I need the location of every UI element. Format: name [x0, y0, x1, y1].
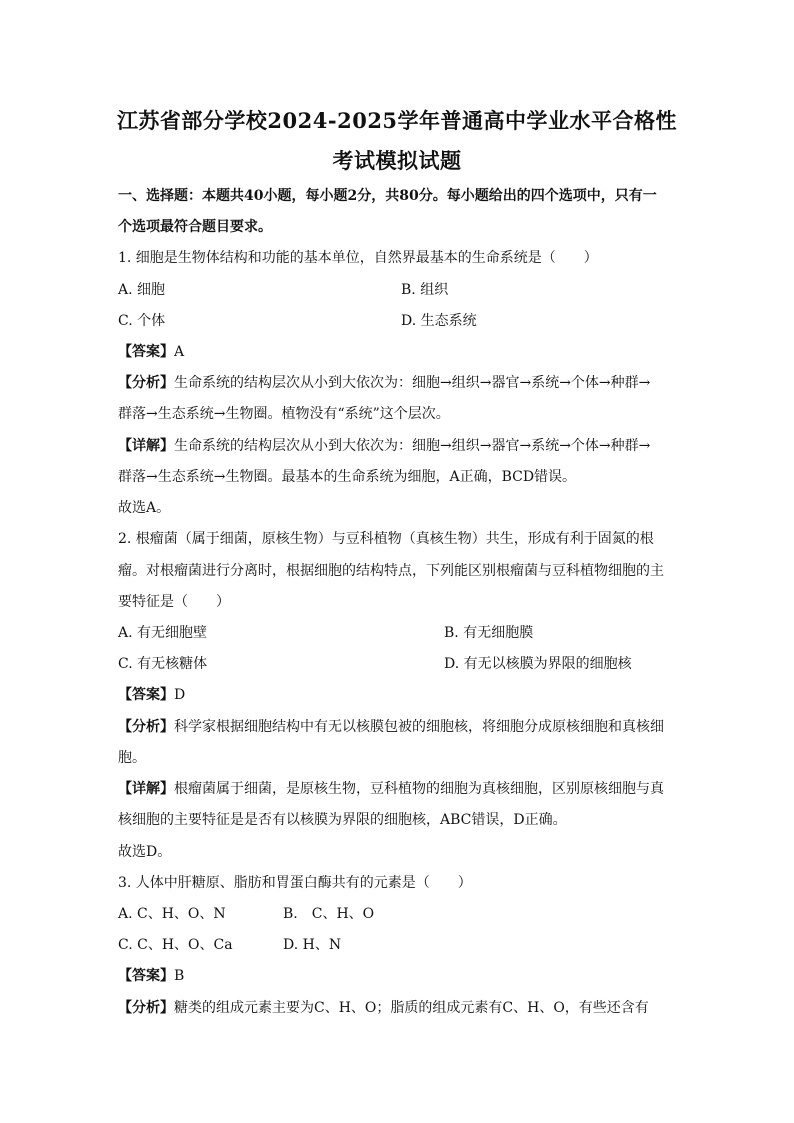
q2-stem-line-1: 2. 根瘤菌（属于细菌，原核生物）与豆科植物（真核生物）共生，形成有利于固氮的根 [118, 531, 654, 547]
q2-analysis-tag: 【分析】 [118, 719, 174, 735]
q1-detail-line-1 [118, 436, 678, 456]
q2-detail-tag: 【详解】 [118, 781, 174, 797]
q2-analysis-line-2: 胞。 [118, 750, 146, 766]
q3-option-c: C. C、H、O、Ca [118, 937, 233, 953]
q2-option-a: A. 有无细胞壁 [118, 625, 208, 641]
q2-detail-line-1 [118, 779, 678, 799]
q3-option-b: B. C、H、O [283, 906, 375, 922]
q2-options-row-1 [118, 623, 678, 643]
section-instructions-line-2: 个选项最符合题目要求。 [118, 219, 272, 235]
q1-option-b: B. 组织 [401, 282, 449, 298]
q2-option-d: D. 有无以核膜为界限的细胞核 [444, 656, 632, 672]
q3-analysis-line-1 [118, 998, 678, 1018]
q2-option-c: C. 有无核糖体 [118, 656, 208, 672]
q1-option-d: D. 生态系统 [401, 313, 477, 329]
q1-analysis-line-1 [118, 373, 678, 393]
q3-option-a: A. C、H、O、N [118, 906, 226, 922]
q2-detail-line-2: 核细胞的主要特征是是否有以核膜为界限的细胞核，ABC错误，D正确。 [118, 812, 567, 828]
q3-option-d: D. H、N [283, 937, 342, 953]
q2-analysis-text-1: 科学家根据细胞结构中有无以核膜包被的细胞核，将细胞分成原核细胞和真核细 [174, 719, 664, 735]
q3-options-row-2 [118, 935, 678, 955]
q2-detail-text-1: 根瘤菌属于细菌，是原核生物，豆科植物的细胞为真核细胞，区别原核细胞与真 [174, 781, 664, 797]
q1-answer [118, 342, 678, 362]
q1-detail-line-2: 群落→生态系统→生物圈。最基本的生命系统为细胞，A正确，BCD错误。 [118, 469, 577, 485]
q3-options-row-1 [118, 904, 678, 924]
q1-option-c: C. 个体 [118, 313, 166, 329]
q2-option-b: B. 有无细胞膜 [444, 625, 534, 641]
q1-analysis-text-1: 生命系统的结构层次从小到大依次为：细胞→组织→器官→系统→个体→种群→ [174, 375, 651, 391]
q2-stem-line-3: 要特征是（ ） [118, 594, 230, 610]
q2-conclusion: 故选D。 [118, 844, 172, 860]
q1-option-a: A. 细胞 [118, 282, 166, 298]
q3-answer-tag: 【答案】 [118, 968, 174, 984]
q1-detail-text-1: 生命系统的结构层次从小到大依次为：细胞→组织→器官→系统→个体→种群→ [174, 438, 651, 454]
section-instructions-line-1: 一、选择题：本题共40小题，每小题2分，共80分。每小题给出的四个选项中，只有一 [118, 188, 657, 204]
q2-options-row-2 [118, 654, 678, 674]
document-title-line-1: 江苏省部分学校2024-2025学年普通高中学业水平合格性 [116, 108, 678, 133]
q3-analysis-text-1: 糖类的组成元素主要为C、H、O；脂质的组成元素有C、H、O，有些还含有 [174, 1000, 649, 1016]
q2-answer-tag: 【答案】 [118, 687, 174, 703]
q2-analysis-line-1 [118, 717, 678, 737]
q1-analysis-line-2: 群落→生态系统→生物圈。植物没有“系统”这个层次。 [118, 406, 450, 422]
q3-analysis-tag: 【分析】 [118, 1000, 174, 1016]
q1-analysis-tag: 【分析】 [118, 375, 174, 391]
q2-answer-value: D [174, 687, 186, 703]
q1-detail-tag: 【详解】 [118, 438, 174, 454]
document-title-line-2: 考试模拟试题 [332, 148, 462, 173]
q3-stem: 3. 人体中肝糖原、脂肪和胃蛋白酶共有的元素是（ ） [118, 875, 472, 891]
q1-answer-value: A [174, 344, 185, 360]
q1-answer-tag: 【答案】 [118, 344, 174, 360]
q2-stem-line-2: 瘤。对根瘤菌进行分离时，根据细胞的结构特点，下列能区别根瘤菌与豆科植物细胞的主 [118, 563, 664, 579]
q1-options-row-1 [118, 280, 678, 300]
q3-answer [118, 966, 678, 986]
q2-answer [118, 685, 678, 705]
q3-answer-value: B [174, 968, 185, 984]
q1-stem: 1. 细胞是生物体结构和功能的基本单位，自然界最基本的生命系统是（ ） [118, 250, 598, 266]
q1-options-row-2 [118, 311, 678, 331]
q1-conclusion: 故选A。 [118, 500, 171, 516]
